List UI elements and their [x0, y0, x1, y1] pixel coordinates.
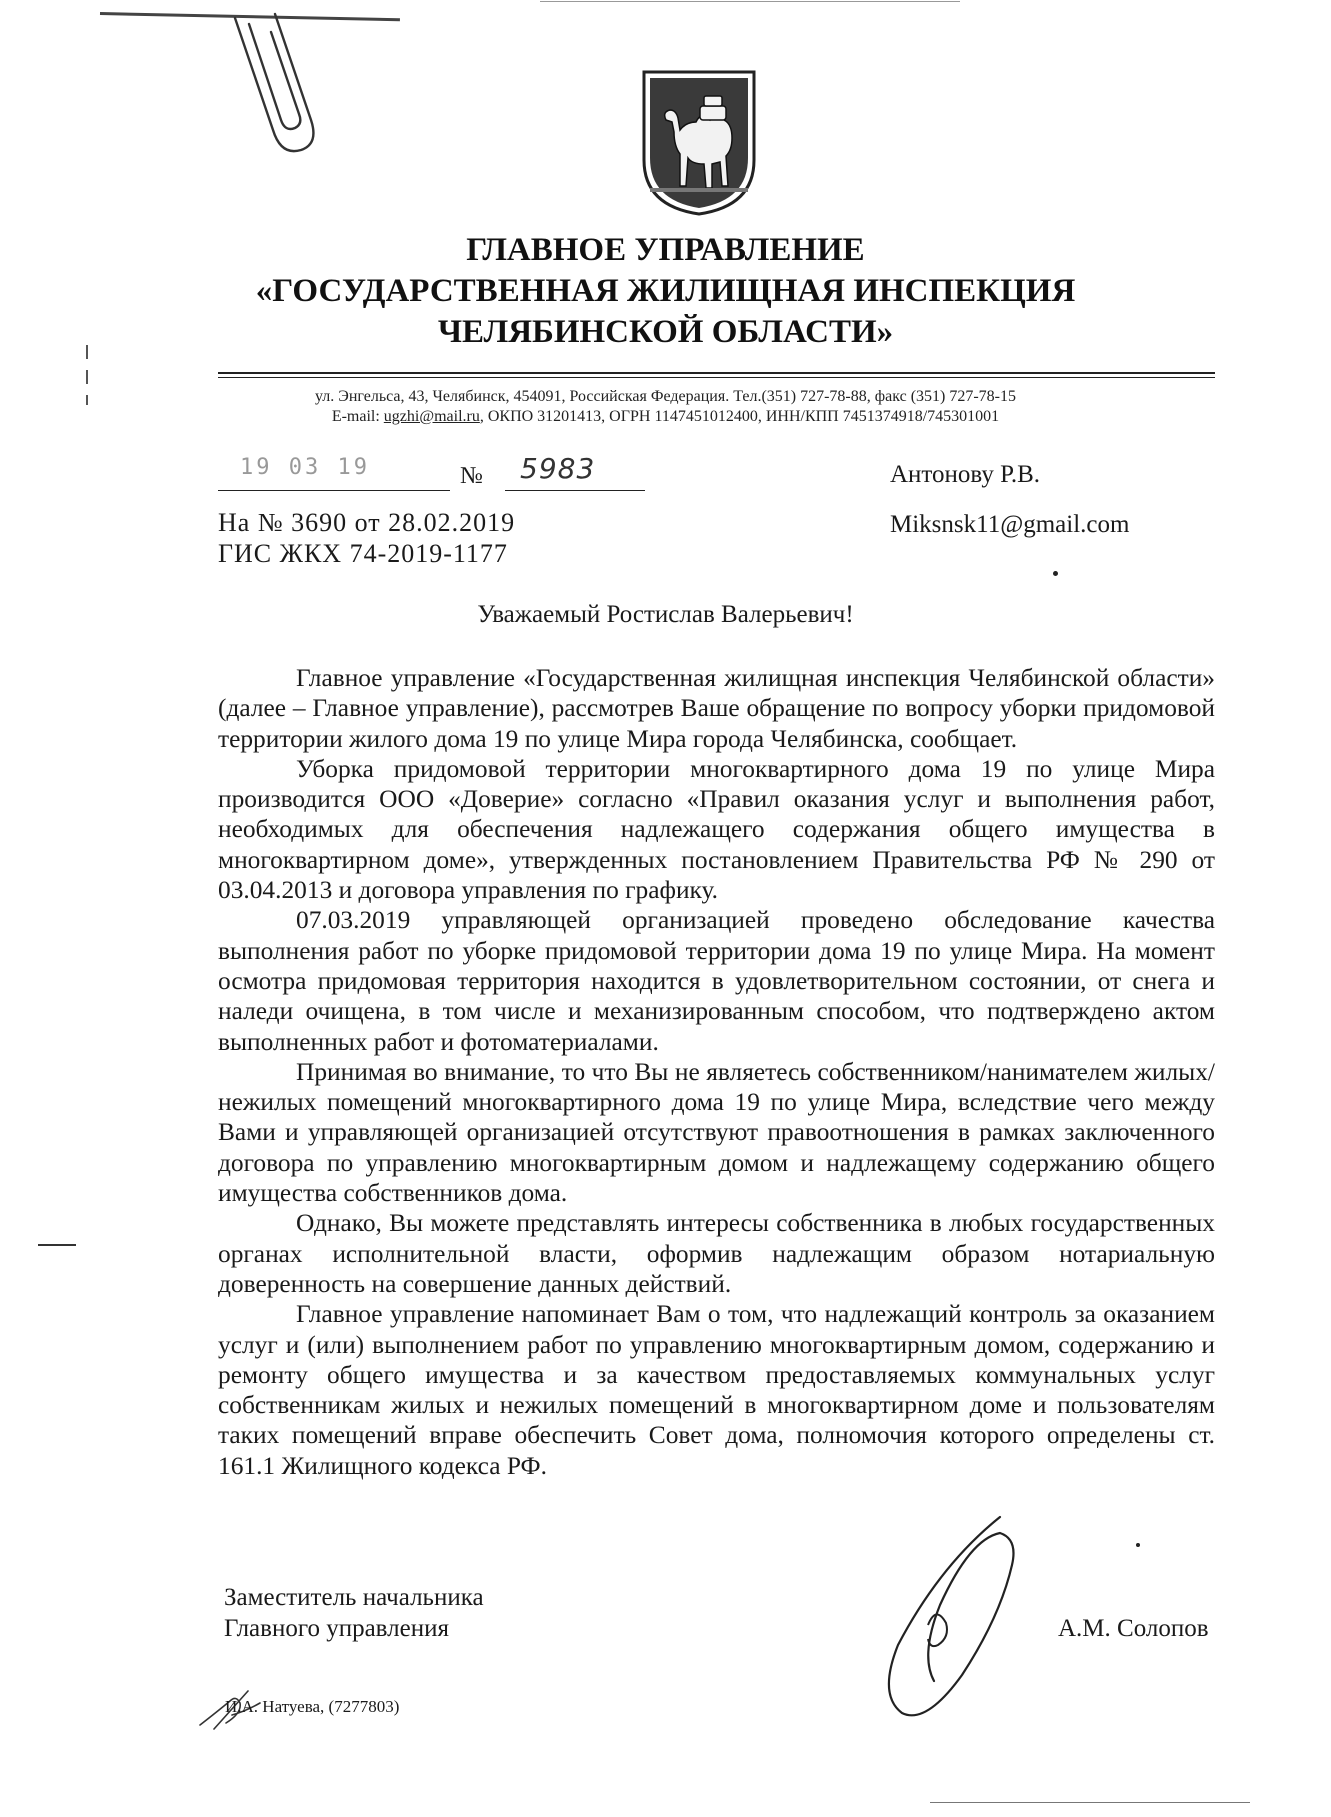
coat-of-arms-emblem: [640, 68, 758, 218]
salutation: Уважаемый Ростислав Валерьевич!: [477, 601, 854, 628]
org-title-line-3: ЧЕЛЯБИНСКОЙ ОБЛАСТИ»: [437, 314, 894, 350]
signatory-title-line-1: Заместитель начальника: [224, 1584, 484, 1611]
org-title-line-2: «ГОСУДАРСТВЕННАЯ ЖИЛИЩНАЯ ИНСПЕКЦИЯ: [255, 273, 1076, 309]
body-paragraph: Главное управление напоминает Вам о том, что надлежащий контроль за оказанием услуг и (или) выполнением работ по управлению многоквартирным домом, содержанию и ремонту общего имущества и за качеством предоставляемых коммунальных услуг собственникам жилых и нежилых помещений в многоквартирном доме и пользователям таких помещений вправе обеспечить Совет дома, полномочия которого определены ст. 161.1 Жилищного кодекса РФ.: [218, 1300, 1215, 1480]
body-paragraph: 07.03.2019 управляющей организацией проведено обследование качества выполнения работ по уборке придомовой территории дома 19 по улице Мира. На момент осмотра придомовая территория находится в удовлетворительном состоянии, от снега и наледи очищена, в том числе и механизированным способом, что подтверждено актом выполненных работ и фотоматериалами.: [218, 906, 1215, 1056]
letter-body: [218, 663, 1215, 1481]
registration-number: 5983: [520, 452, 596, 485]
org-contacts: [0, 407, 1331, 427]
scan-artifact-tick: [86, 370, 88, 384]
registration-underline: [505, 490, 645, 491]
header-rule: [218, 372, 1215, 374]
body-paragraph: Главное управление «Государственная жилищная инспекция Челябинской области» (далее – Главное управление), рассмотрев Ваше обращение по вопросу уборки придомовой территории жилого дома 19 по улице Мира города Челябинска, сообщает.: [218, 664, 1215, 753]
body-paragraph: Принимая во внимание, то что Вы не являетесь собственником/нанимателем жилых/нежилых помещений многоквартирного дома 19 по улице Мира, вследствие чего между Вами и управляющей организацией отсутствуют правоотношения в рамках заключенного договора по управлению многоквартирным домом и надлежащему содержанию общего имущества собственников дома.: [218, 1057, 1215, 1208]
reference-gis-number: ГИС ЖКХ 74-2019-1177: [218, 539, 508, 568]
scan-artifact-line: [930, 1802, 1250, 1803]
executor-contact: И.А. Натуева, (7277803): [225, 1697, 400, 1716]
addressee-name: Антонову Р.В.: [890, 461, 1041, 488]
paperclip-icon: [215, 10, 335, 170]
org-title-line-1: ГЛАВНОЕ УПРАВЛЕНИЕ: [466, 232, 865, 268]
scan-artifact-line: [540, 1, 960, 2]
header-rule: [218, 377, 1215, 378]
reference-number: На № 3690 от 28.02.2019: [218, 508, 516, 537]
registration-underline: [218, 490, 450, 491]
org-address: ул. Энгельса, 43, Челябинск, 454091, Российская Федерация. Тел.(351) 727-78-88, факс (351) 727-78-15: [314, 388, 1017, 405]
addressee-email: Miksnsk11@gmail.com: [890, 511, 1130, 538]
body-paragraph: Однако, Вы можете представлять интересы собственника в любых государственных органах исполнительной власти, оформив надлежащим образом нотариальную доверенность на совершение данных действий.: [218, 1209, 1215, 1298]
email-label: E-mail:: [331, 408, 384, 425]
scan-artifact-dash: [38, 1244, 76, 1246]
registration-date-stamp: 19 03 19: [240, 455, 370, 480]
org-email-link[interactable]: ugzhi@mail.ru: [383, 408, 480, 425]
body-paragraph: Уборка придомовой территории многоквартирного дома 19 по улице Мира производится ООО «Доверие» согласно «Правил оказания услуг и выполнения работ, необходимых для обеспечения надлежащего содержания общего имущества в многоквартирном доме», утвержденных постановлением Правительства РФ № 290 от 03.04.2013 и договора управления по графику.: [218, 754, 1215, 905]
number-sign: №: [460, 463, 483, 489]
scan-speck: [1136, 1543, 1140, 1547]
scan-speck: [1053, 571, 1058, 576]
org-codes: , ОКПО 31201413, ОГРН 1147451012400, ИНН/КПП 7451374918/745301001: [479, 408, 1000, 425]
signatory-title-line-2: Главного управления: [224, 1615, 449, 1642]
handwritten-signature: [850, 1505, 1070, 1735]
signatory-name: А.М. Солопов: [1058, 1615, 1209, 1642]
